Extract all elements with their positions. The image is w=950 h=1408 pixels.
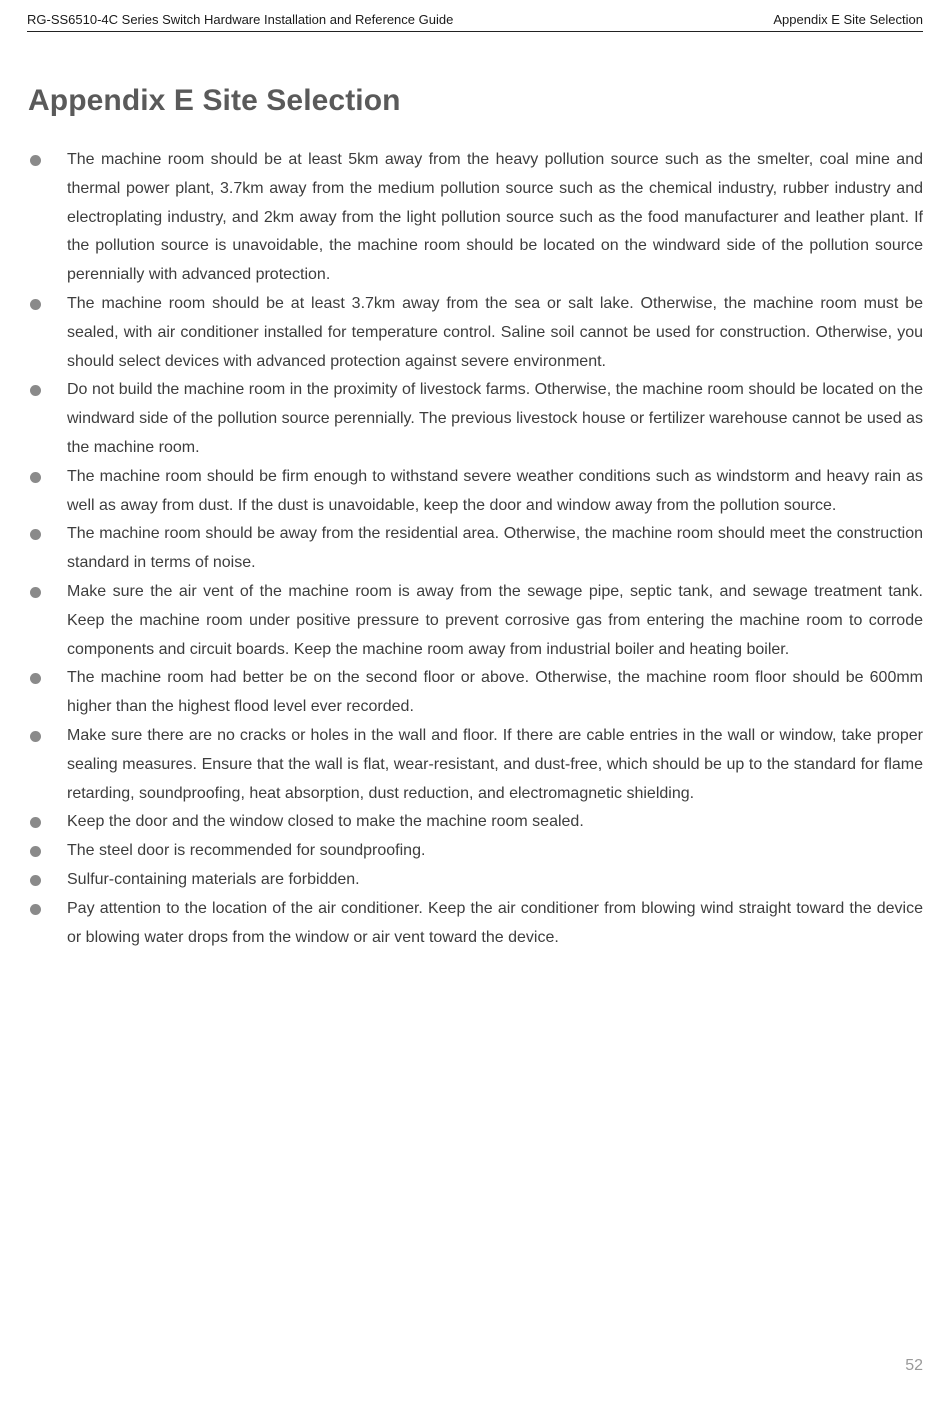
list-item	[28, 895, 923, 953]
bullet-dot-icon	[30, 472, 41, 483]
bullet-dot-icon	[30, 673, 41, 684]
list-item	[28, 722, 923, 808]
bullet-dot-icon	[30, 731, 41, 742]
bullet-dot-icon	[30, 904, 41, 915]
list-item	[28, 463, 923, 521]
list-item	[28, 146, 923, 290]
header-doc-title: RG-SS6510-4C Series Switch Hardware Installation and Reference Guide	[27, 12, 454, 27]
list-item	[28, 866, 923, 895]
list-item-text: Pay attention to the location of the air conditioner. Keep the air conditioner from blowing wind straight toward the device or blowing water drops from the window or air vent toward the device.	[67, 899, 923, 946]
bullet-dot-icon	[30, 587, 41, 598]
page-header	[27, 10, 923, 32]
bullet-dot-icon	[30, 299, 41, 310]
list-item-text: The machine room should be away from the residential area. Otherwise, the machine room should meet the construction standard in terms of noise.	[67, 525, 923, 572]
list-item	[28, 664, 923, 722]
header-section-title: Appendix E Site Selection	[773, 12, 923, 27]
list-item-text: Sulfur-containing materials are forbidden.	[67, 870, 360, 888]
list-item-text: The machine room should be firm enough to withstand severe weather conditions such as windstorm and heavy rain as well as away from dust. If the dust is unavoidable, keep the door and window away from the pollution source.	[67, 467, 923, 514]
list-item-text: The machine room should be at least 5km away from the heavy pollution source such as the smelter, coal mine and thermal power plant, 3.7km away from the medium pollution source such as the chemical industry, rubber industry and electroplating industry, and 2km away from the light pollution source such as the food manufacturer and leather plant. If the pollution source is unavoidable, the machine room should be located on the windward side of the pollution source perennially with advanced protection.	[67, 151, 923, 284]
list-item	[28, 837, 923, 866]
bullet-dot-icon	[30, 529, 41, 540]
bullet-dot-icon	[30, 817, 41, 828]
list-item-text: Make sure the air vent of the machine room is away from the sewage pipe, septic tank, and sewage treatment tank. Keep the machine room under positive pressure to prevent corrosive gas from entering the machine room to corrode components and circuit boards. Keep the machine room away from industrial boiler and heating boiler.	[67, 582, 923, 658]
list-item	[28, 808, 923, 837]
bullet-dot-icon	[30, 155, 41, 166]
list-item-text: Do not build the machine room in the proximity of livestock farms. Otherwise, the machine room should be located on the windward side of the pollution source perennially. The previous livestock house or fertilizer warehouse cannot be used as the machine room.	[67, 381, 923, 456]
list-item-text: The steel door is recommended for soundproofing.	[67, 842, 426, 860]
site-selection-list	[28, 146, 923, 952]
list-item	[28, 290, 923, 376]
list-item-text: The machine room should be at least 3.7km away from the sea or salt lake. Otherwise, the machine room must be sealed, with air conditioner installed for temperature control. Saline soil cannot be used for construction. Otherwise, you should select devices with advanced protection against severe environment.	[67, 294, 923, 370]
list-item	[28, 520, 923, 578]
list-item-text: The machine room had better be on the second floor or above. Otherwise, the machine room floor should be 600mm higher than the highest flood level ever recorded.	[67, 669, 923, 716]
bullet-dot-icon	[30, 846, 41, 857]
list-item	[28, 376, 923, 462]
page-title: Appendix E Site Selection	[28, 84, 401, 117]
page-number: 52	[905, 1357, 923, 1374]
list-item-text: Keep the door and the window closed to make the machine room sealed.	[67, 813, 584, 831]
list-item	[28, 578, 923, 664]
list-item-text: Make sure there are no cracks or holes in the wall and floor. If there are cable entries in the wall or window, take proper sealing measures. Ensure that the wall is flat, wear-resistant, and dust-free, which should be up to the standard for flame retarding, soundproofing, heat absorption, dust reduction, and electromagnetic shielding.	[67, 726, 923, 802]
bullet-dot-icon	[30, 385, 41, 396]
bullet-dot-icon	[30, 875, 41, 886]
